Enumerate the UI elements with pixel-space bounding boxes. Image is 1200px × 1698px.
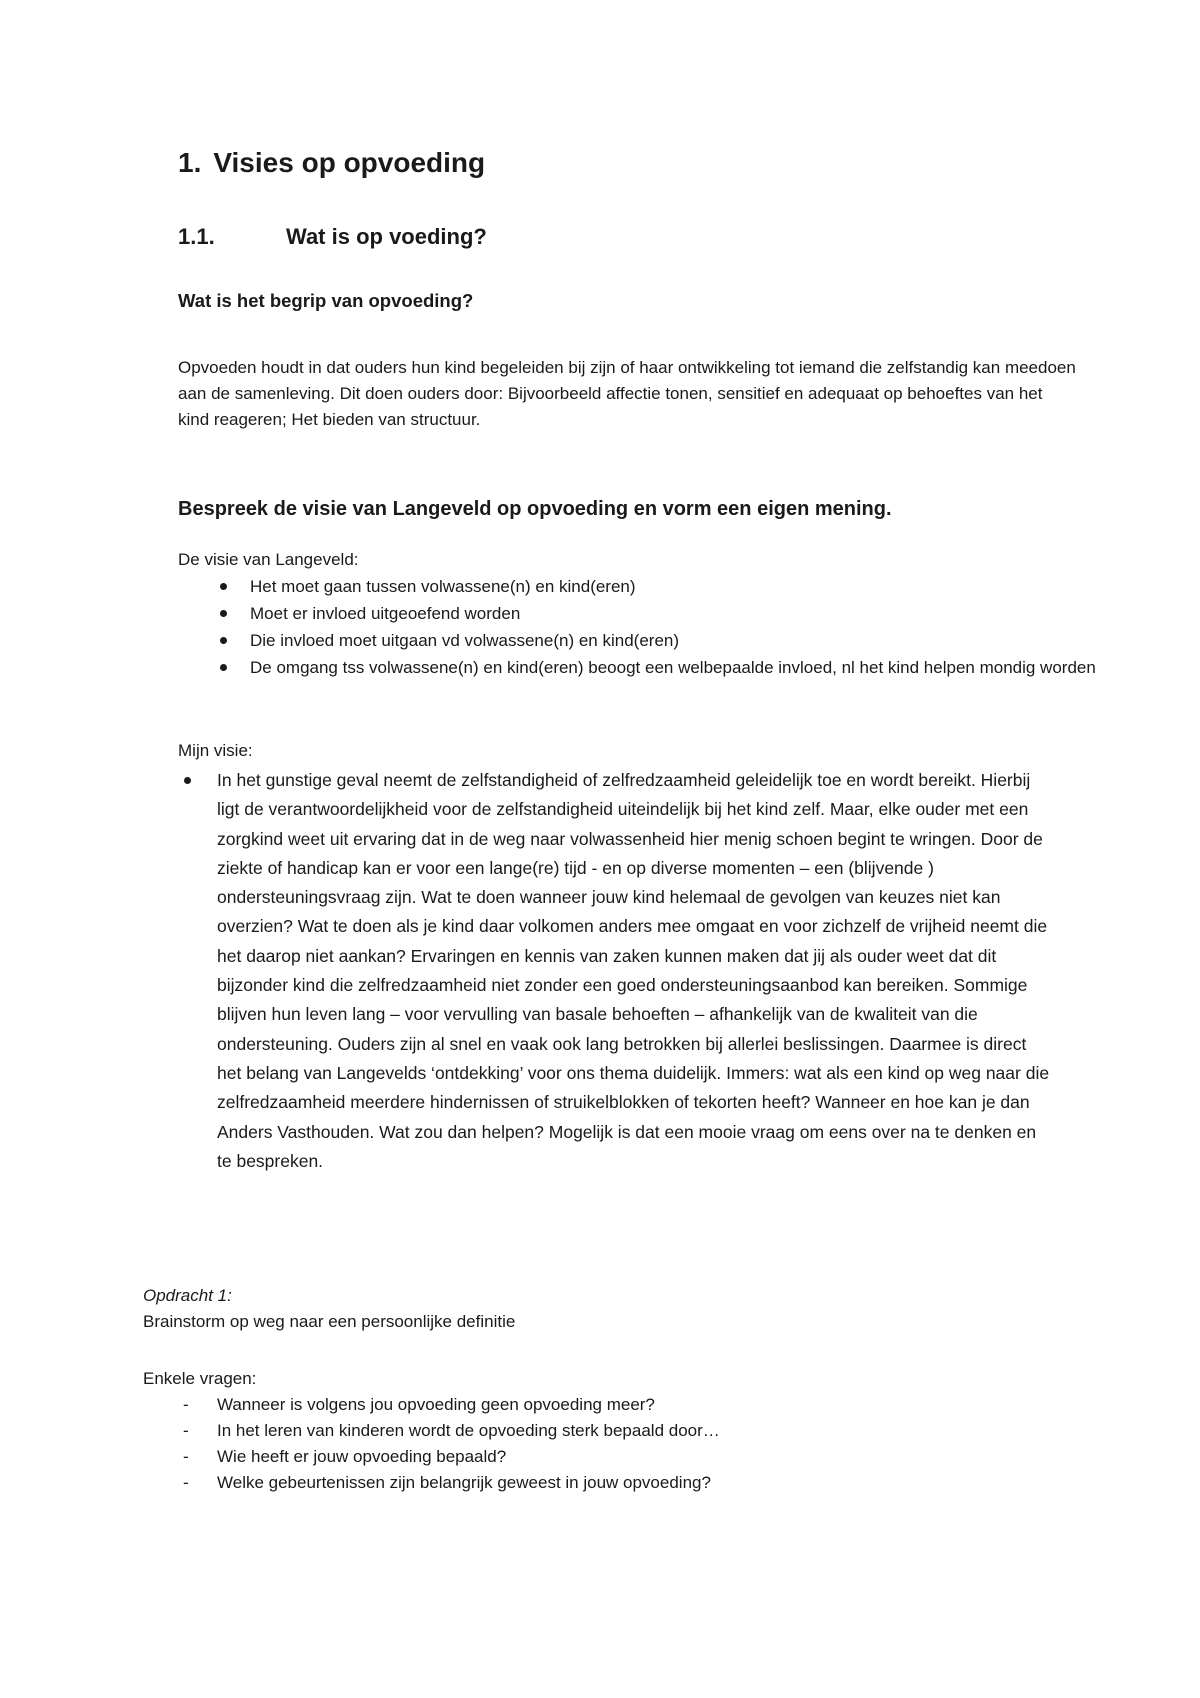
list-item: De omgang tss volwassene(n) en kind(eren) beoogt een welbepaalde invloed, nl het kind helpen mondig worden — [178, 654, 1110, 681]
chapter-title: Visies op opvoeding — [213, 147, 486, 178]
question-heading-2: Bespreek de visie van Langeveld op opvoeding en vorm een eigen mening. — [178, 498, 892, 520]
answer-paragraph-1: Opvoeden houdt in dat ouders hun kind begeleiden bij zijn of haar ontwikkeling tot iemand die zelfstandig kan meedoen aan de samenleving. Dit doen ouders door: Bijvoorbeeld affectie tonen, sensitief en adequaat op behoeftes van het kind reageren; Het bieden van structuur. — [178, 358, 1076, 429]
list-item: Moet er invloed uitgeoefend worden — [178, 600, 1110, 627]
list-item: Het moet gaan tussen volwassene(n) en kind(eren) — [178, 573, 1110, 600]
chapter-number: 1. — [178, 147, 202, 178]
list-item: - Wie heeft er jouw opvoeding bepaald? — [143, 1444, 1117, 1470]
mijn-visie-label: Mijn visie: — [178, 741, 253, 760]
section-heading — [178, 223, 487, 251]
vragen-list — [143, 1392, 1117, 1496]
langeveld-label: De visie van Langeveld: — [178, 550, 359, 569]
langeveld-list — [178, 573, 1110, 681]
vragen-label: Enkele vragen: — [143, 1369, 257, 1388]
list-item: - In het leren van kinderen wordt de opvoeding sterk bepaald door… — [143, 1418, 1117, 1444]
opdracht-title: Opdracht 1: — [143, 1286, 232, 1305]
mijn-visie-list — [178, 766, 1050, 1176]
chapter-heading — [178, 146, 485, 180]
question-heading-1: Wat is het begrip van opvoeding? — [178, 290, 474, 311]
list-item: - Welke gebeurtenissen zijn belangrijk geweest in jouw opvoeding? — [143, 1470, 1117, 1496]
section-title: Wat is op voeding? — [286, 224, 487, 249]
list-item: - Wanneer is volgens jou opvoeding geen opvoeding meer? — [143, 1392, 1117, 1418]
mijn-visie-paragraph: In het gunstige geval neemt de zelfstandigheid of zelfredzaamheid geleidelijk toe en wordt bereikt. Hierbij ligt de verantwoordelijkheid voor de zelfstandigheid uiteindelijk bij het kind zelf. Maar, elke ouder met een zorgkind weet uit ervaring dat in de weg naar volwassenheid hier menig schoen begint te wringen. Door de ziekte of handicap kan er voor een lange(re) tijd - en op diverse momenten – een (blijvende ) ondersteuningsvraag zijn. Wat te doen wanneer jouw kind helemaal de gevolgen van keuzes niet kan overzien? Wat te doen als je kind daar volkomen anders mee omgaat en voor zichzelf de vrijheid neemt die het daarop niet aankan? Ervaringen en kennis van zaken kunnen maken dat jij als ouder weet dat dit bijzonder kind die zelfredzaamheid niet zonder een goed ondersteuningsaanbod kan bereiken. Sommige blijven hun leven lang – voor vervulling van basale behoeften – afhankelijk van de kwaliteit van die ondersteuning. Ouders zijn al snel en vaak ook lang betrokken bij allerlei beslissingen. Daarmee is direct het belang van Langevelds ‘ontdekking’ voor ons thema duidelijk. Immers: wat als een kind op weg naar die zelfredzaamheid meerdere hindernissen of struikelblokken of tekorten heeft? Wanneer en hoe kan je dan Anders Vasthouden. Wat zou dan helpen? Mogelijk is dat een mooie vraag om eens over na te denken en te bespreken. — [178, 766, 1050, 1176]
section-number: 1.1. — [178, 224, 215, 249]
list-item: Die invloed moet uitgaan vd volwassene(n) en kind(eren) — [178, 627, 1110, 654]
opdracht-text: Brainstorm op weg naar een persoonlijke definitie — [143, 1312, 516, 1331]
